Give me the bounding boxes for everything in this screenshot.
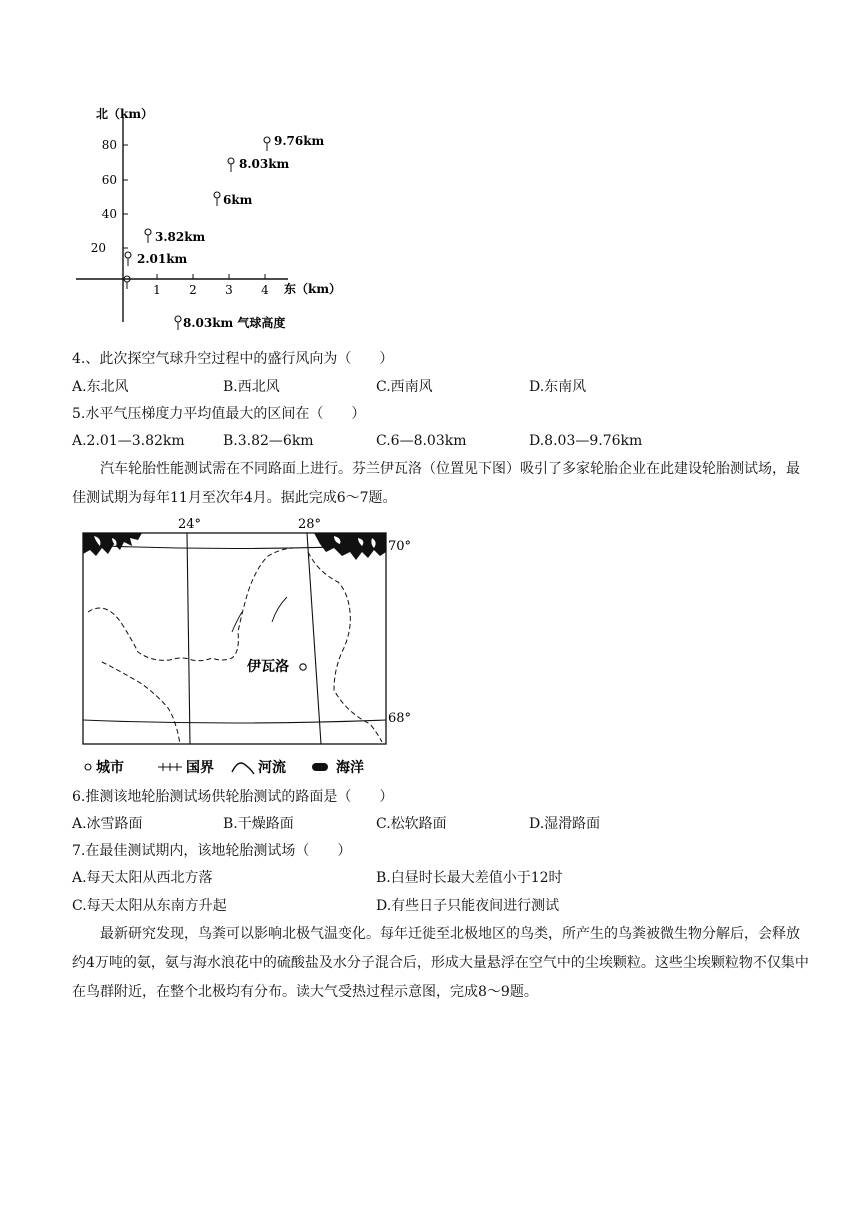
sea-legend-icon [312, 763, 328, 771]
y-tick-label: 40 [101, 207, 117, 221]
question-7-option-c: C.每天太阳从东南方升起 [72, 898, 227, 914]
parallel-68 [83, 720, 386, 723]
legend-river-label: 河流 [258, 760, 286, 776]
ivalo-map-svg [72, 512, 432, 782]
balloon-track-figure [70, 100, 370, 335]
x-tick-label: 1 [153, 283, 161, 297]
x-axis-label: 东（km） [284, 282, 342, 296]
legend-border-label: 国界 [186, 760, 214, 776]
y-tick-label: 80 [101, 138, 117, 152]
city-icon [300, 664, 306, 670]
city-label: 伊瓦洛 [247, 659, 289, 675]
y-axis-label: 北（km） [96, 107, 154, 121]
question-6-option-b: B.干燥路面 [223, 816, 294, 832]
question-7-option-d: D.有些日子只能夜间进行测试 [376, 898, 560, 914]
x-tick-label: 3 [225, 283, 233, 297]
balloon-marker-icon [125, 252, 131, 266]
latitude-label: 70° [388, 539, 412, 554]
altitude-label: 2.01km [137, 252, 188, 266]
question-7-option-a: A.每天太阳从西北方落 [72, 870, 213, 886]
question-4-stem: 4.、此次探空气球升空过程中的盛行风向为（ ） [72, 351, 394, 367]
question-5-option-a: A.2.01—3.82km [72, 433, 185, 449]
latitude-label: 68° [388, 711, 412, 726]
meridian-28 [307, 533, 321, 744]
sea-area [83, 533, 142, 556]
longitude-label: 28° [298, 517, 322, 532]
balloon-marker-icon [264, 137, 270, 151]
question-4-option-c: C.西南风 [376, 379, 433, 395]
y-tick-label: 60 [101, 173, 117, 187]
question-4-option-d: D.东南风 [529, 379, 587, 395]
river-line [272, 597, 287, 622]
question-5-stem: 5.水平气压梯度力平均值最大的区间在（ ） [72, 406, 366, 422]
question-7-option-b: B.白昼时长最大差值小于12时 [376, 870, 563, 886]
figure-legend: 8.03km 气球高度 [183, 316, 286, 330]
balloon-marker-icon [175, 316, 181, 330]
question-6-stem: 6.推测该地轮胎测试场供轮胎测试的路面是（ ） [72, 789, 394, 805]
question-7-stem: 7.在最佳测试期内，该地轮胎测试场（ ） [72, 843, 352, 859]
city-legend-icon [85, 764, 91, 770]
legend-city-label: 城市 [96, 760, 124, 776]
x-tick-label: 2 [189, 283, 197, 297]
meridian-24 [187, 533, 190, 744]
passage-ivalo: 汽车轮胎性能测试需在不同路面上进行。芬兰伊瓦洛（位置见下图）吸引了多家轮胎企业在此建设轮胎测试场，最佳测试期为每年11月至次年4月。据此完成6～7题。 [72, 461, 800, 506]
national-border [88, 548, 294, 661]
balloon-track-svg [70, 100, 370, 335]
border-legend-icon [158, 763, 182, 771]
map-frame [83, 533, 386, 744]
x-tick-label: 4 [261, 283, 269, 297]
question-4-option-a: A.东北风 [72, 379, 129, 395]
balloon-marker-icon [214, 192, 220, 206]
passage-bird-droppings: 最新研究发现，鸟粪可以影响北极气温变化。每年迁徙至北极地区的鸟类，所产生的鸟粪被微生物分解后，会释放约4万吨的氨，氨与海水浪花中的硫酸盐及水分子混合后，形成大量悬浮在空气中的尘埃颗粒。这些尘埃颗粒物不仅集中在鸟群附近，在整个北极均有分布。读大气受热过程示意图，完成8～9题。 [72, 926, 809, 1000]
altitude-label: 3.82km [155, 230, 206, 244]
y-tick-label: 20 [90, 241, 106, 255]
question-6-option-a: A.冰雪路面 [72, 816, 143, 832]
question-6-option-c: C.松软路面 [376, 816, 447, 832]
question-6-option-d: D.湿滑路面 [529, 816, 601, 832]
sea-area [314, 533, 386, 560]
question-5-option-b: B.3.82—6km [223, 433, 314, 449]
question-5-option-c: C.6—8.03km [376, 433, 467, 449]
balloon-marker-icon [228, 158, 234, 172]
balloon-marker-icon [145, 229, 151, 243]
question-4-option-b: B.西北风 [223, 379, 280, 395]
river-legend-icon [232, 763, 254, 774]
ivalo-map [72, 512, 432, 782]
national-border [102, 662, 180, 744]
altitude-label: 6km [223, 193, 253, 207]
balloon-marker-icon [124, 276, 130, 289]
legend-sea-label: 海洋 [336, 760, 364, 776]
question-5-option-d: D.8.03—9.76km [529, 433, 643, 449]
altitude-label: 8.03km [239, 157, 290, 171]
altitude-label: 9.76km [274, 134, 325, 148]
longitude-label: 24° [178, 517, 202, 532]
